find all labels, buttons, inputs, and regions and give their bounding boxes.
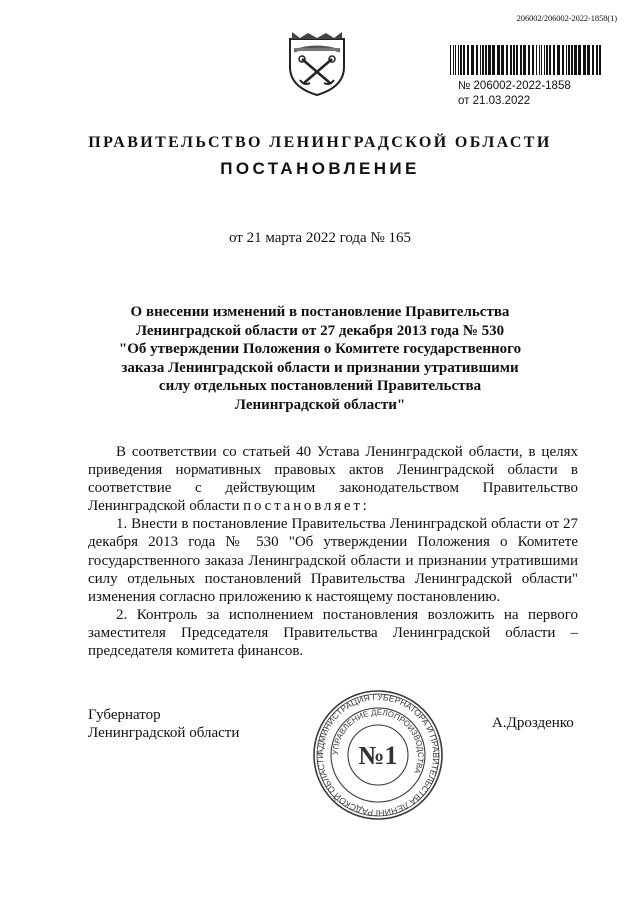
- barcode-bar: [476, 45, 478, 75]
- barcode-bar: [568, 45, 570, 75]
- official-seal-stamp: [312, 689, 444, 821]
- barcode-bar: [482, 45, 484, 75]
- barcode-bar: [599, 45, 601, 75]
- barcode-bar: [549, 45, 551, 75]
- seal-center-text: №1: [358, 741, 398, 770]
- document-reference: 206002/206002-2022-1858(1): [516, 13, 617, 23]
- barcode-bar: [523, 45, 526, 75]
- seal-outer-text: АДМИНИСТРАЦИЯ ГУБЕРНАТОРА И ПРАВИТЕЛЬСТВА ЛЕНИНГРАДСКОЙ ОБЛАСТИ: [314, 691, 442, 819]
- signatory-title-line: Ленинградской области: [88, 725, 240, 741]
- barcode-bar: [596, 45, 598, 75]
- signatory-title-line: Губернатор: [88, 707, 161, 723]
- barcode-bar: [506, 45, 508, 75]
- barcode-bar: [544, 45, 545, 75]
- signatory-name: А.Дрозденко: [492, 715, 574, 731]
- decree-date-line: от 21 марта 2022 года № 165: [228, 230, 412, 246]
- barcode-bar: [583, 45, 586, 75]
- barcode-bar: [539, 45, 540, 75]
- barcode-bar: [536, 45, 537, 75]
- barcode-bar: [492, 45, 495, 75]
- decree-word: постановляет:: [243, 498, 370, 515]
- registration-number: № 206002-2022-1858: [458, 80, 571, 92]
- subject-line: Ленинградской области": [234, 396, 406, 413]
- barcode-bar: [553, 45, 555, 75]
- barcode-bar: [501, 45, 504, 75]
- barcode-bar: [546, 45, 548, 75]
- barcode-bar: [587, 45, 590, 75]
- subject-line: силу отдельных постановлений Правительства: [158, 378, 482, 394]
- barcode: [450, 45, 602, 75]
- barcode-bar: [528, 45, 530, 75]
- government-title: ПРАВИТЕЛЬСТВО ЛЕНИНГРАДСКОЙ ОБЛАСТИ: [88, 134, 552, 151]
- barcode-bar: [460, 45, 462, 75]
- item-1-paragraph: 1. Внести в постановление Правительства Ленинградской области от 27 декабря 2013 года № 530 "Об утверждении Положения о Комитете государственного заказа Ленинградской области и признании утратившими силу отдельных постановлений Правительства Ленинградской области" изменения согласно приложению к настоящему постановлению.: [88, 516, 578, 605]
- barcode-bar: [497, 45, 500, 75]
- seal-inner-text: УПРАВЛЕНИЕ ДЕЛОПРОИЗВОДСТВА: [330, 707, 426, 775]
- barcode-bar: [592, 45, 594, 75]
- barcode-bar: [571, 45, 573, 75]
- subject-line: заказа Ленинградской области и признании утратившими: [121, 359, 519, 376]
- preamble-paragraph: [88, 443, 578, 515]
- barcode-bar: [453, 45, 454, 75]
- barcode-bar: [450, 45, 451, 75]
- barcode-bar: [510, 45, 512, 75]
- decree-subject: [80, 303, 560, 414]
- barcode-bar: [574, 45, 577, 75]
- barcode-bar: [520, 45, 522, 75]
- barcode-bar: [463, 45, 465, 75]
- signatory-title: [88, 706, 239, 742]
- barcode-bar: [488, 45, 491, 75]
- registration-date: от 21.03.2022: [458, 95, 531, 107]
- barcode-bar: [485, 45, 487, 75]
- barcode-bar: [458, 45, 459, 75]
- subject-line: "Об утверждении Положения о Комитете государственного: [118, 341, 522, 357]
- preamble-text: В соответствии со статьей 40 Устава Ленинградской области, в целях приведения нормативных правовых актов Ленинградской области в соответствие с действующим законодательством Правительство Ленинградской области: [88, 444, 578, 515]
- item-2-paragraph: 2. Контроль за исполнением постановления возложить на первого заместителя Председателя Правительства Ленинградской области – председателя комитета финансов.: [88, 606, 578, 660]
- barcode-bar: [516, 45, 518, 75]
- document-kind-heading: ПОСТАНОВЛЕНИЕ: [220, 159, 420, 178]
- barcode-bar: [471, 45, 474, 75]
- barcode-bar: [566, 45, 567, 75]
- barcode-bar: [541, 45, 542, 75]
- barcode-bar: [455, 45, 456, 75]
- barcode-bar: [480, 45, 481, 75]
- subject-line: О внесении изменений в постановление Правительства: [130, 304, 510, 320]
- barcode-bar: [562, 45, 564, 75]
- decree-body: [88, 443, 578, 660]
- barcode-bar: [578, 45, 581, 75]
- subject-line: Ленинградской области от 27 декабря 2013 года № 530: [135, 322, 505, 339]
- barcode-bar: [513, 45, 515, 75]
- barcode-bar: [467, 45, 469, 75]
- barcode-bar: [532, 45, 534, 75]
- barcode-bar: [557, 45, 560, 75]
- coat-of-arms-emblem: [286, 29, 348, 97]
